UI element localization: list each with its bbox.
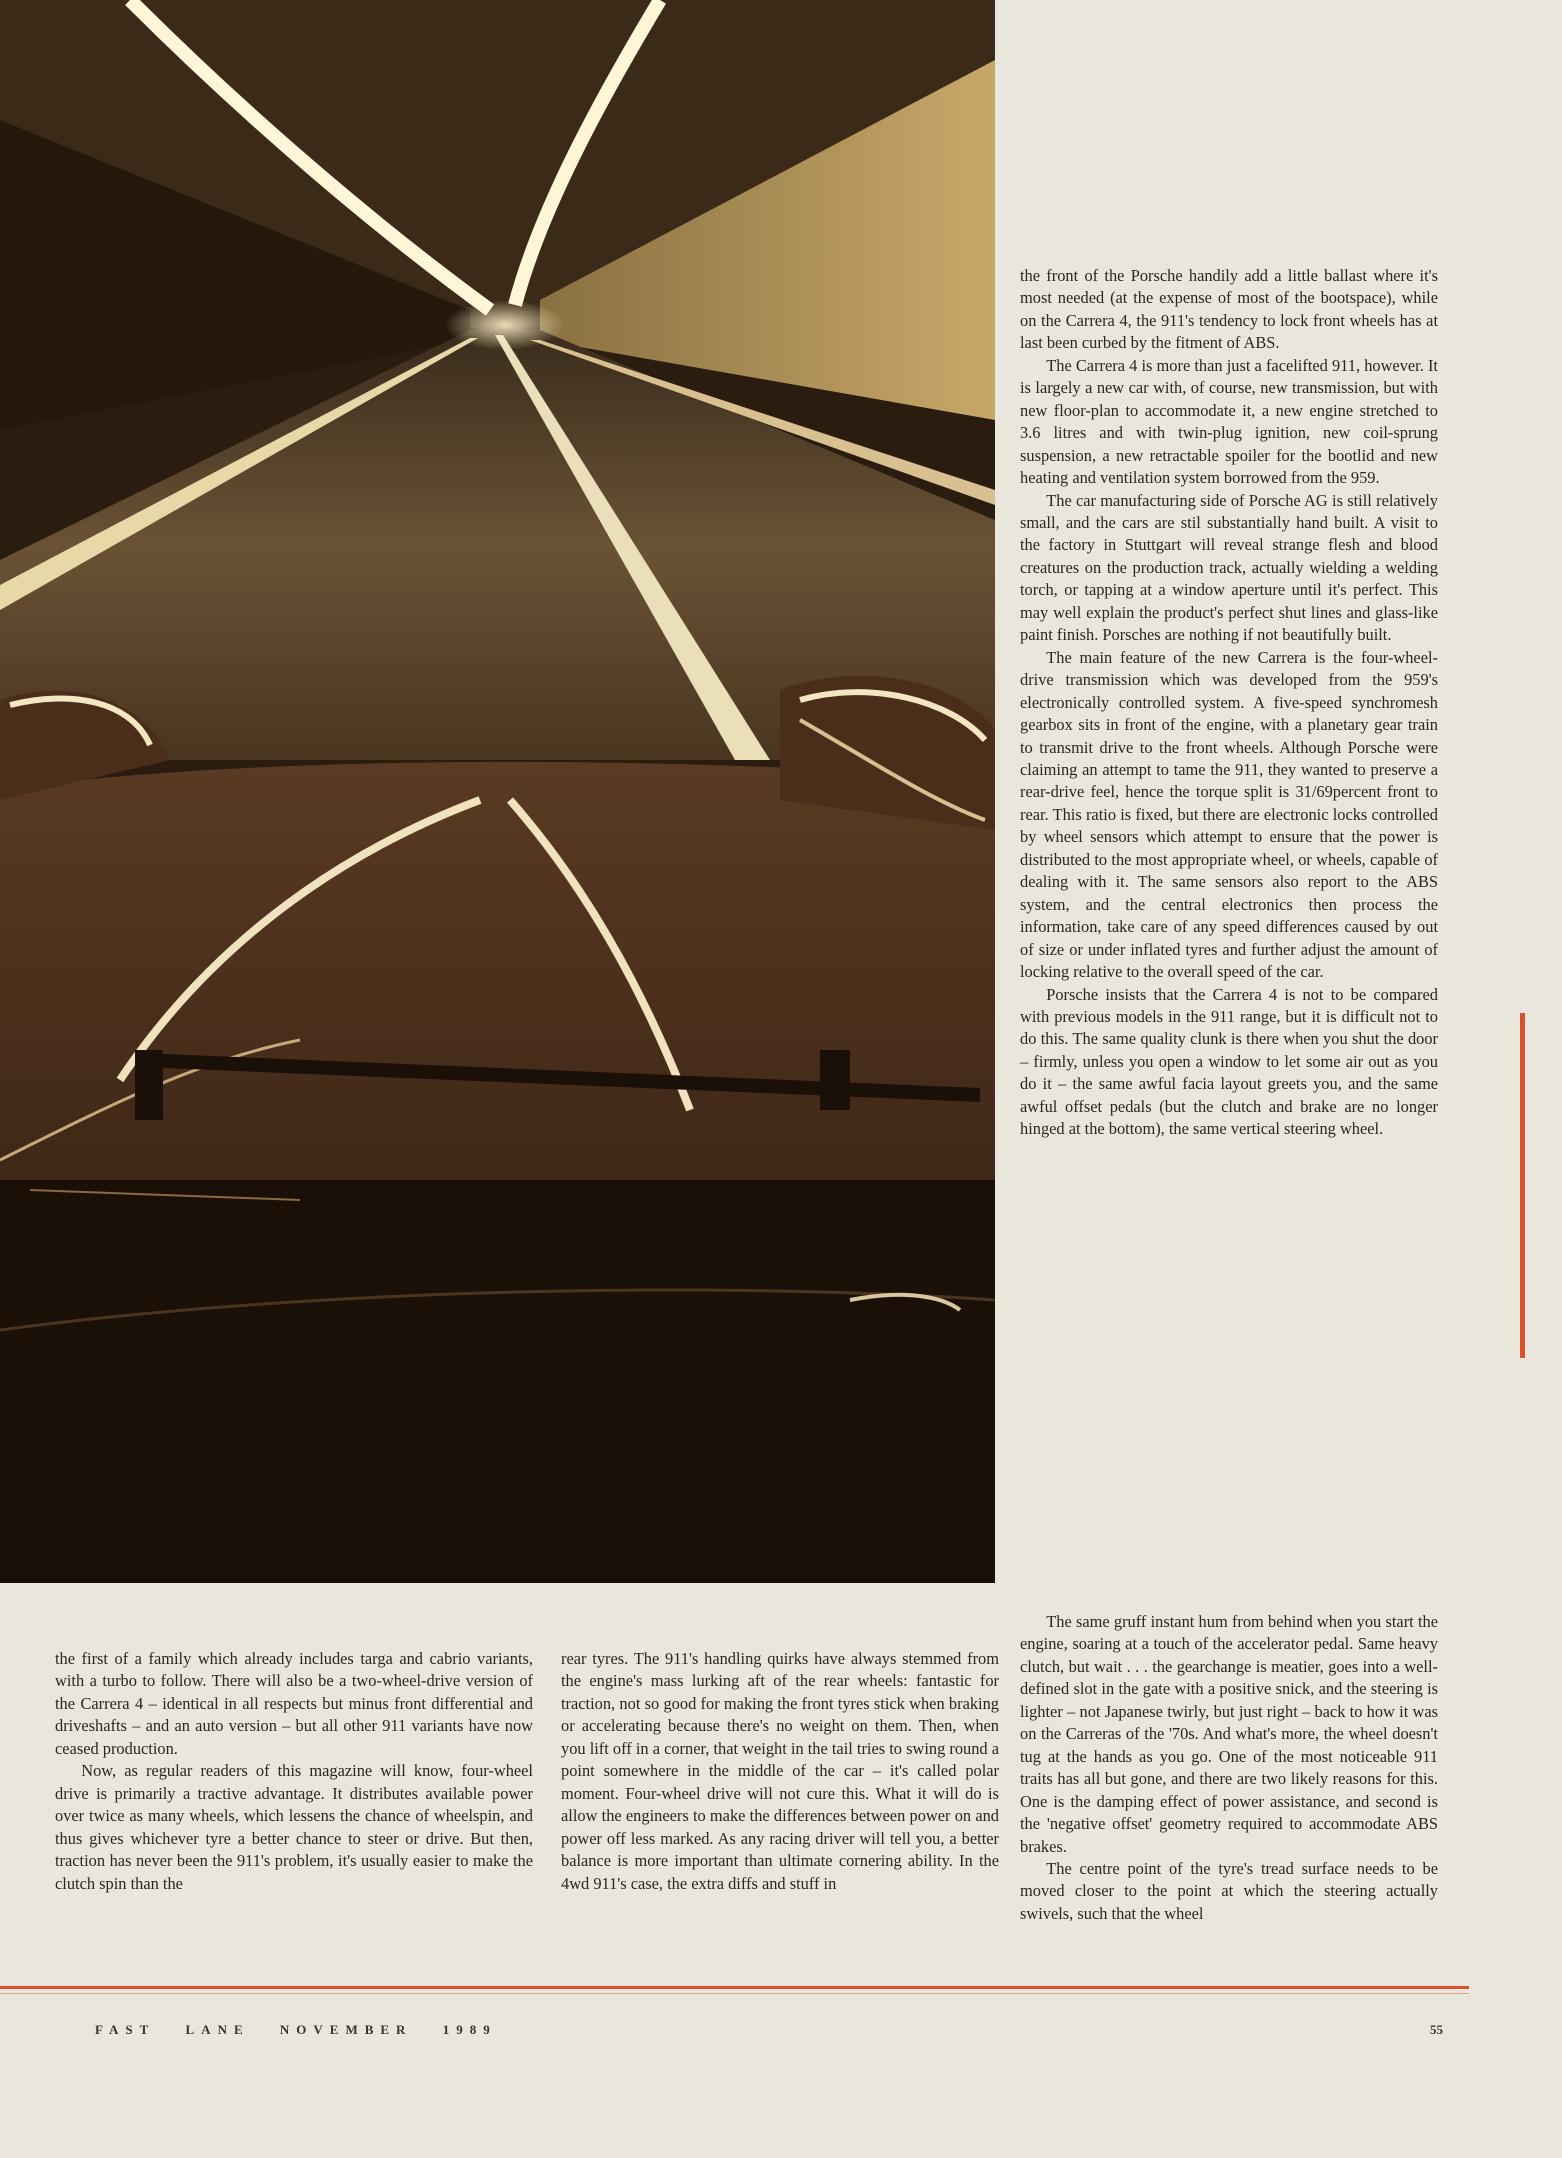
paragraph: The centre point of the tyre's tread surface needs to be moved closer to the point at which the steering actually swivels, such that the wheel <box>1020 1858 1438 1923</box>
footer-rule <box>0 1986 1469 1989</box>
footer-word: NOVEMBER <box>279 2022 413 2037</box>
article-column-a <box>55 1648 533 1895</box>
tunnel-photo <box>0 0 995 1583</box>
article-column-c <box>1020 1611 1438 1925</box>
paragraph: the first of a family which already includes targa and cabrio variants, with a turbo to follow. There will also be a two-wheel-drive version of the Carrera 4 – identical in all respects but minus front differential and driveshafts – and an auto version – but all other 911 variants have now ceased production. <box>55 1649 533 1758</box>
paragraph: rear tyres. The 911's handling quirks have always stemmed from the engine's mass lurking aft of the rear wheels: fantastic for traction, not so good for making the front tyres stick when braking or accelerating because there's no weight on them. Then, when you lift off in a corner, that weight in the tail tries to swing round a point somewhere in the middle of the car – it's called polar moment. Four-wheel drive will not cure this. What it will do is allow the engineers to make the differences between power on and power off less marked. As any racing driver will tell you, a better balance is more important than ultimate cornering ability. In the 4wd 911's case, the extra diffs and stuff in <box>561 1649 999 1893</box>
footer-magazine-line <box>95 2022 517 2038</box>
footer-rule-thin <box>0 1993 1469 1994</box>
article-column-b <box>561 1648 999 1895</box>
paragraph: The Carrera 4 is more than just a facelifted 911, however. It is largely a new car with, of course, new transmission, but with new floor-plan to accommodate it, a new engine stretched to 3.6 litres and with twin-plug ignition, new coil-sprung suspension, a new retractable spoiler for the bootlid and new heating and ventilation system borrowed from the 959. <box>1020 355 1438 488</box>
footer-word: 1989 <box>442 2022 497 2037</box>
paragraph: The car manufacturing side of Porsche AG is still relatively small, and the cars are stil substantially hand built. A visit to the factory in Stuttgart will reveal strange flesh and blood creatures on the production track, actually wielding a welding torch, or tapping at a window aperture until it's perfect. This may well explain the product's perfect shut lines and glass-like paint finish. Porsches are nothing if not beautifully built. <box>1020 490 1438 645</box>
article-column-right <box>1020 265 1438 1141</box>
accent-bar <box>1520 1013 1525 1358</box>
tunnel-photo-graphic <box>0 0 995 1583</box>
paragraph: Porsche insists that the Carrera 4 is not to be compared with previous models in the 911 range, but it is difficult not to do this. The same quality clunk is there when you shut the door – firmly, unless you open a window to let some air out as you do it – the same awful facia layout greets you, and the same awful offset pedals (but the clutch and brake are no longer hinged at the bottom), the same vertical steering wheel. <box>1020 984 1438 1139</box>
paragraph: Now, as regular readers of this magazine will know, four-wheel drive is primarily a tractive advantage. It distributes available power over twice as many wheels, which lessens the chance of wheelspin, and thus gives whichever tyre a better chance to steer or drive. But then, traction has never been the 911's problem, it's usually easier to make the clutch spin than the <box>55 1761 533 1893</box>
page-number: 55 <box>1430 2022 1443 2037</box>
footer-word: FAST <box>95 2022 156 2037</box>
footer-word: LANE <box>185 2022 250 2037</box>
paragraph: The same gruff instant hum from behind when you start the engine, soaring at a touch of the accelerator pedal. Same heavy clutch, but wait . . . the gearchange is meatier, goes into a well-defined slot in the gate with a positive snick, and the steering is lighter – not Japanese twirly, but just right – back to how it was on the Carreras of the '70s. And what's more, the wheel doesn't tug at the hands as you go. One of the most noticeable 911 traits has all but gone, and there are two likely reasons for this. One is the damping effect of power assistance, and second is the 'negative offset' geometry required to accommodate ABS brakes. <box>1020 1612 1438 1856</box>
paragraph: The main feature of the new Carrera is the four-wheel-drive transmission which was developed from the 959's electronically controlled system. A five-speed synchromesh gearbox sits in front of the engine, with a planetary gear train to transmit drive to the front wheels. Although Porsche were claiming an attempt to tame the 911, they wanted to preserve a rear-drive feel, hence the torque split is 31/69percent front to rear. This ratio is fixed, but there are electronic locks controlled by wheel sensors which attempt to ensure that the power is distributed to the most appropriate wheel, or wheels, capable of dealing with it. The same sensors also report to the ABS system, and the central electronics then process the information, take care of any speed differences caused by out of size or under inflated tyres and further adjust the amount of locking relative to the overall speed of the car. <box>1020 647 1438 982</box>
paragraph: the front of the Porsche handily add a little ballast where it's most needed (at the expense of most of the bootspace), while on the Carrera 4, the 911's tendency to lock front wheels has at last been curbed by the fitment of ABS. <box>1020 266 1438 353</box>
